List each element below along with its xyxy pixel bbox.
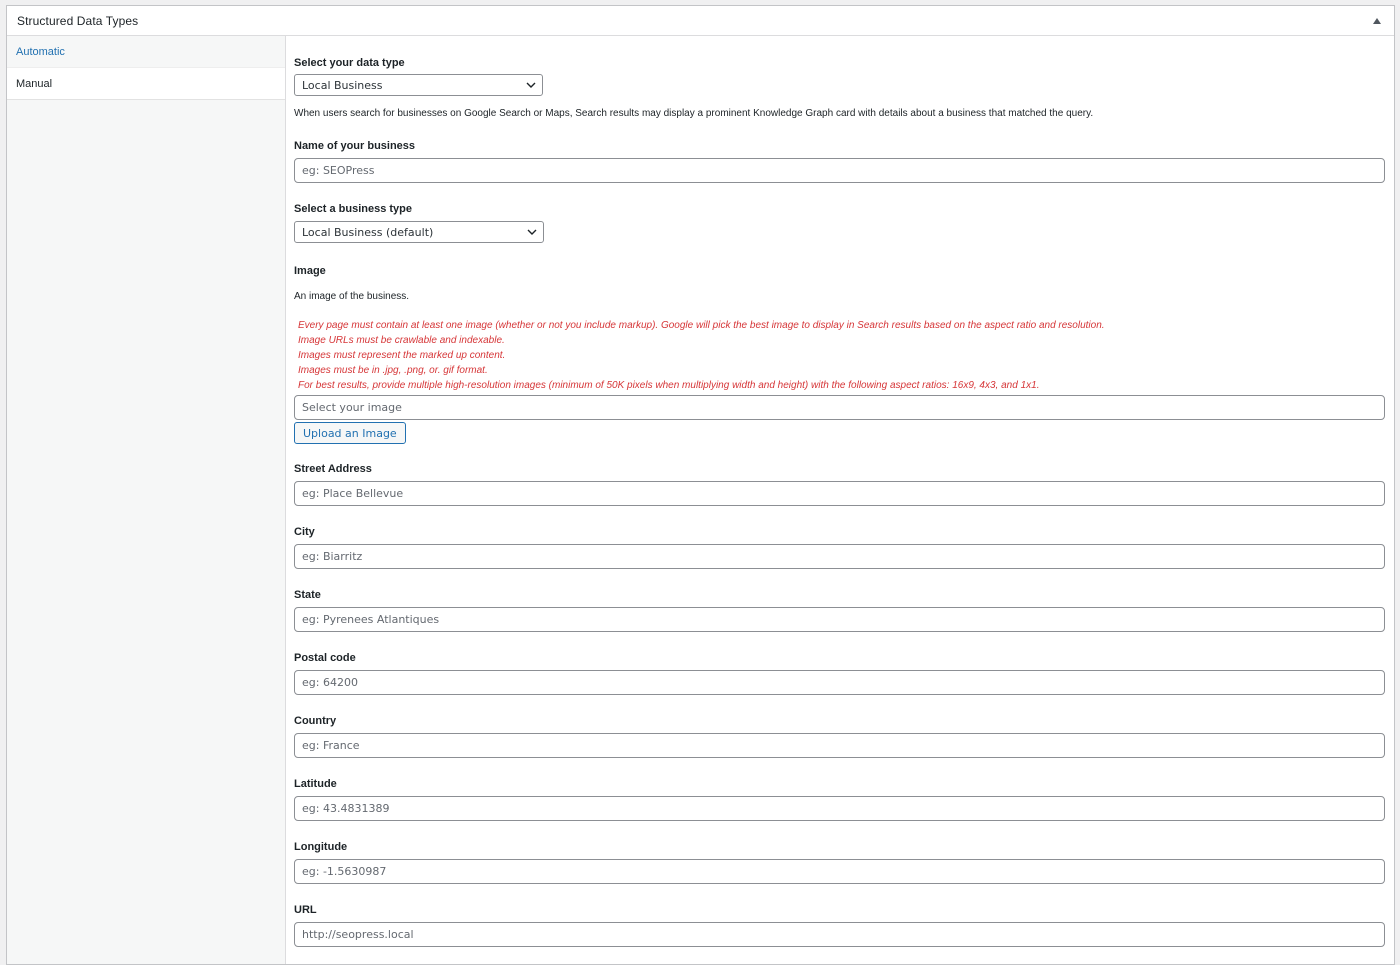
triangle-up-icon[interactable] xyxy=(1370,14,1384,28)
business-type-label: Select a business type xyxy=(294,203,412,215)
tab-panel-manual xyxy=(286,36,1394,964)
tab-manual[interactable]: Manual xyxy=(7,68,285,100)
postal-code-label: Postal code xyxy=(294,652,356,664)
url-label: URL xyxy=(294,904,317,916)
structured-data-metabox xyxy=(6,5,1395,965)
city-label: City xyxy=(294,526,315,538)
image-guideline: For best results, provide multiple high-resolution images (minimum of 50K pixels when multiplying width and height) with the following aspect ratios: 16x9, 4x3, and 1x1. xyxy=(298,380,1040,391)
state-input[interactable] xyxy=(294,607,1385,632)
longitude-input[interactable] xyxy=(294,859,1385,884)
country-input[interactable] xyxy=(294,733,1385,758)
image-guideline: Image URLs must be crawlable and indexable. xyxy=(298,335,505,346)
metabox-title: Structured Data Types xyxy=(17,13,139,28)
business-name-label: Name of your business xyxy=(294,140,416,152)
latitude-input[interactable] xyxy=(294,796,1385,821)
data-type-description: When users search for businesses on Google Search or Maps, Search results may display a prominent Knowledge Graph card with details about a business that matched the query. xyxy=(294,108,1094,119)
tab-automatic[interactable]: Automatic xyxy=(7,36,285,68)
latitude-label: Latitude xyxy=(294,778,337,790)
data-type-select-value: Local Business xyxy=(302,78,383,92)
business-type-select-value: Local Business (default) xyxy=(302,225,434,239)
metabox-body xyxy=(7,36,1394,964)
image-description: An image of the business. xyxy=(294,291,410,302)
image-guideline: Every page must contain at least one image (whether or not you include markup). Google will pick the best image to display in Search results based on the aspect ratio and resolution. xyxy=(298,320,1105,331)
data-type-select[interactable] xyxy=(294,74,543,96)
image-guidelines xyxy=(298,318,1105,393)
longitude-label: Longitude xyxy=(294,841,348,853)
tab-list xyxy=(7,36,286,964)
business-name-input[interactable] xyxy=(294,158,1385,183)
metabox-header xyxy=(7,6,1394,36)
street-address-input[interactable] xyxy=(294,481,1385,506)
image-url-input[interactable] xyxy=(294,395,1385,420)
postal-code-input[interactable] xyxy=(294,670,1385,695)
chevron-down-icon xyxy=(527,229,537,235)
country-label: Country xyxy=(294,715,337,727)
street-address-label: Street Address xyxy=(294,463,372,475)
city-input[interactable] xyxy=(294,544,1385,569)
image-guideline: Images must be in .jpg, .png, or. gif format. xyxy=(298,365,488,376)
upload-image-button[interactable]: Upload an Image xyxy=(294,422,406,444)
state-label: State xyxy=(294,589,321,601)
data-type-label: Select your data type xyxy=(294,57,405,69)
chevron-down-icon xyxy=(526,82,536,88)
image-guideline: Images must represent the marked up content. xyxy=(298,350,506,361)
business-type-select[interactable] xyxy=(294,221,544,243)
image-label: Image xyxy=(294,265,326,277)
url-input[interactable] xyxy=(294,922,1385,947)
